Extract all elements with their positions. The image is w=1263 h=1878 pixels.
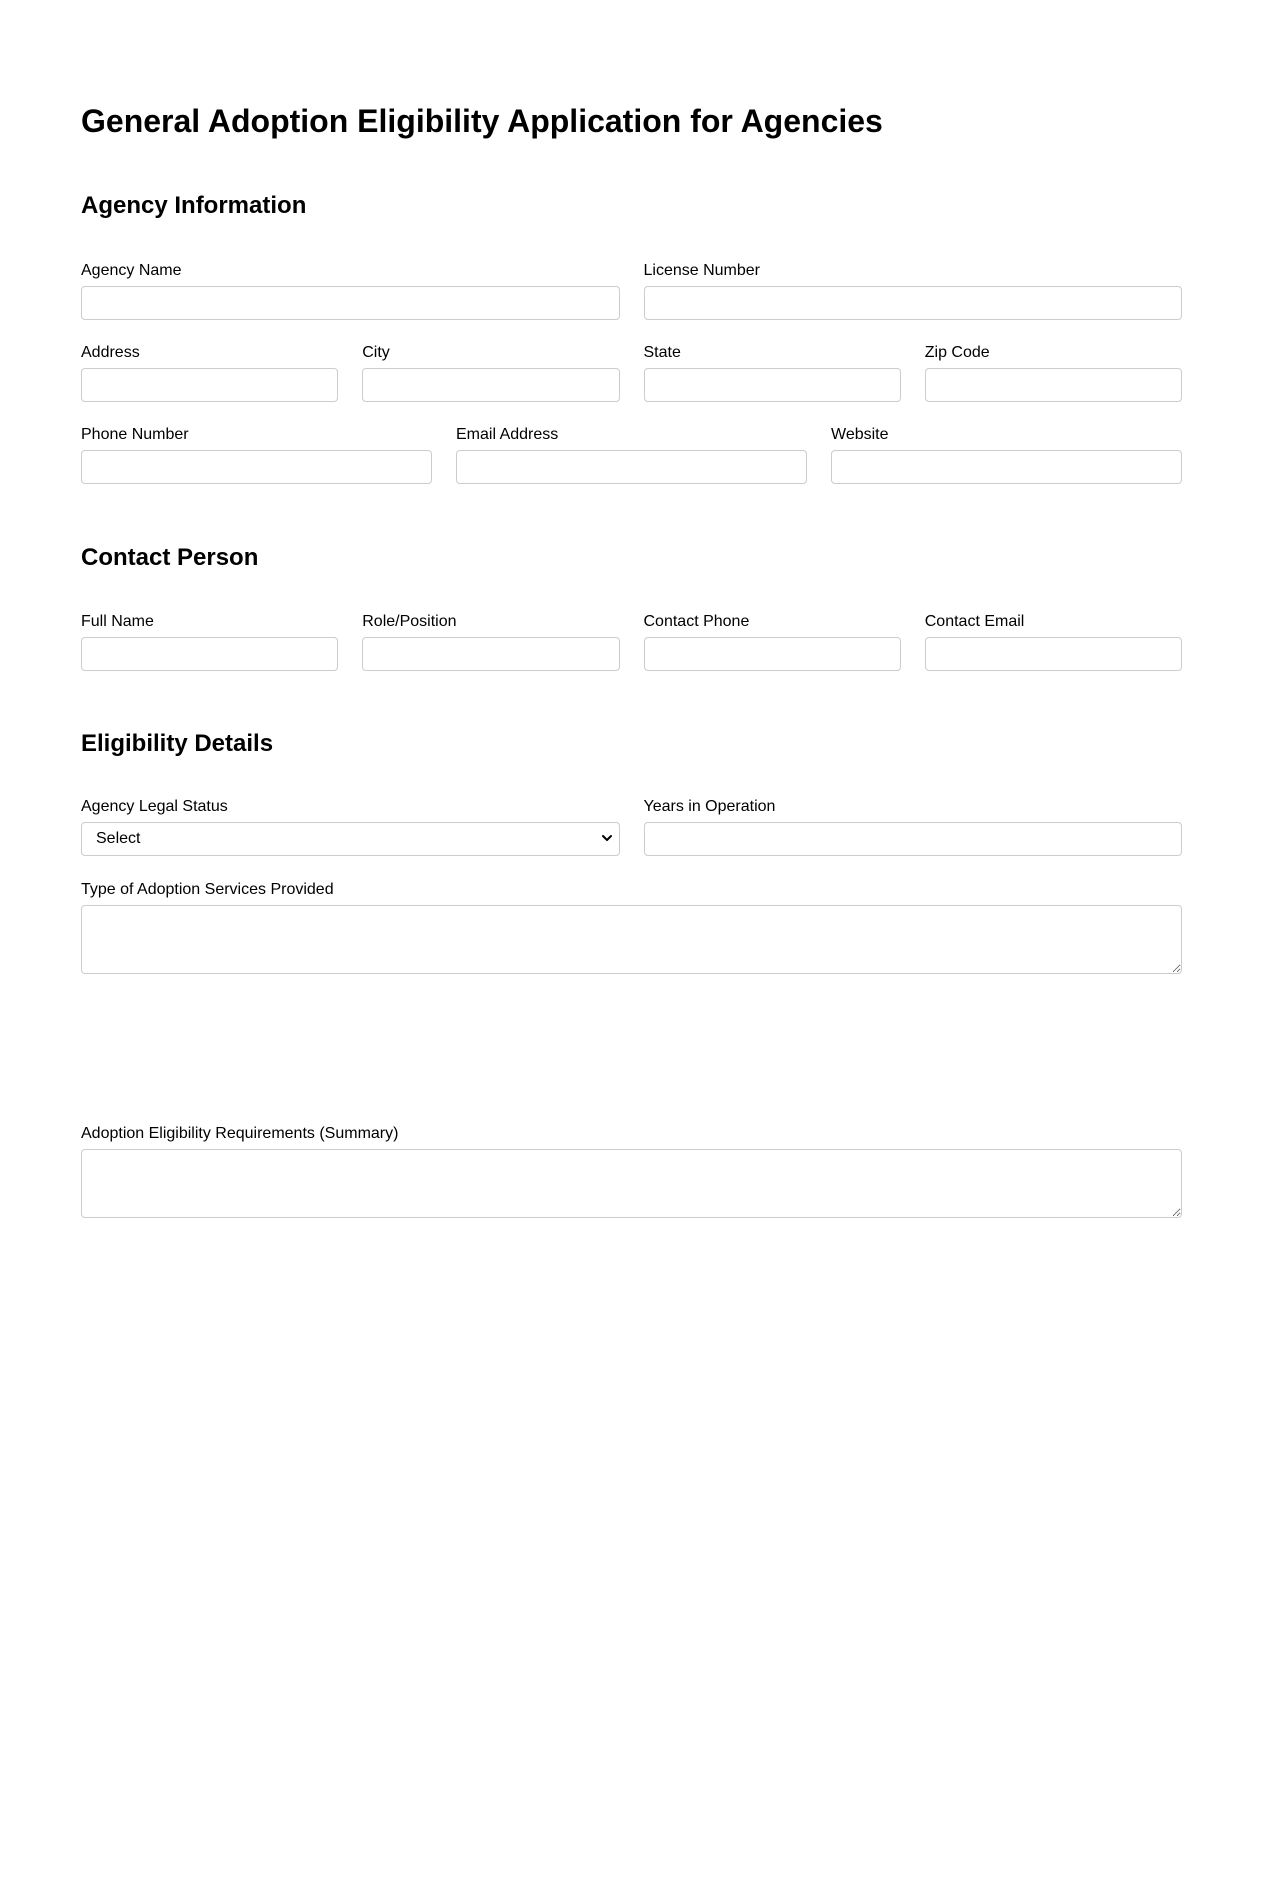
field-phone-number <box>81 426 432 484</box>
license-number-label: License Number <box>643 262 760 279</box>
website-label: Website <box>831 426 889 443</box>
eligibility-requirements-label: Adoption Eligibility Requirements (Summary) <box>81 1125 399 1142</box>
eligibility-row-1 <box>81 798 1182 856</box>
field-agency-legal-status <box>81 798 620 856</box>
full-name-label: Full Name <box>81 613 154 630</box>
contact-email-input[interactable] <box>925 637 1182 671</box>
section-title-agency-information: Agency Information <box>81 192 307 219</box>
agency-name-input[interactable] <box>81 286 620 320</box>
contact-phone-label: Contact Phone <box>643 613 750 630</box>
eligibility-row-3 <box>81 1125 1182 1218</box>
eligibility-row-2 <box>81 881 1182 974</box>
state-input[interactable] <box>644 368 901 402</box>
phone-number-label: Phone Number <box>81 426 189 443</box>
field-contact-phone <box>644 613 901 671</box>
field-years-in-operation <box>644 798 1183 856</box>
agency-name-label: Agency Name <box>81 262 182 279</box>
chevron-down-icon <box>601 832 613 844</box>
contact-phone-input[interactable] <box>644 637 901 671</box>
address-input[interactable] <box>81 368 338 402</box>
section-title-contact-person: Contact Person <box>81 544 259 571</box>
eligibility-requirements-textarea[interactable] <box>81 1149 1182 1218</box>
field-contact-email <box>925 613 1182 671</box>
role-position-input[interactable] <box>362 637 619 671</box>
years-in-operation-label: Years in Operation <box>643 798 776 815</box>
field-adoption-services <box>81 881 1182 974</box>
address-label: Address <box>81 344 140 361</box>
email-address-input[interactable] <box>456 450 807 484</box>
email-address-label: Email Address <box>456 426 559 443</box>
page-title: General Adoption Eligibility Application for Agencies <box>81 103 883 139</box>
license-number-input[interactable] <box>644 286 1183 320</box>
field-email-address <box>456 426 807 484</box>
agency-row-2 <box>81 344 1182 402</box>
contact-row-1 <box>81 613 1182 671</box>
agency-row-1 <box>81 262 1182 320</box>
field-agency-name <box>81 262 620 320</box>
years-in-operation-input[interactable] <box>644 822 1183 856</box>
field-zip-code <box>925 344 1182 402</box>
field-website <box>831 426 1182 484</box>
agency-row-3 <box>81 426 1182 484</box>
select-value: Select <box>96 830 141 847</box>
field-address <box>81 344 338 402</box>
full-name-input[interactable] <box>81 637 338 671</box>
field-eligibility-requirements <box>81 1125 1182 1218</box>
role-position-label: Role/Position <box>362 613 457 630</box>
field-license-number <box>644 262 1183 320</box>
adoption-services-label: Type of Adoption Services Provided <box>81 881 334 898</box>
field-full-name <box>81 613 338 671</box>
adoption-services-textarea[interactable] <box>81 905 1182 974</box>
agency-legal-status-select[interactable] <box>81 822 620 856</box>
field-city <box>362 344 619 402</box>
city-input[interactable] <box>362 368 619 402</box>
website-input[interactable] <box>831 450 1182 484</box>
section-title-eligibility-details: Eligibility Details <box>81 730 274 757</box>
zip-code-label: Zip Code <box>924 344 990 361</box>
agency-legal-status-label: Agency Legal Status <box>81 798 228 815</box>
zip-code-input[interactable] <box>925 368 1182 402</box>
state-label: State <box>643 344 681 361</box>
field-role-position <box>362 613 619 671</box>
contact-email-label: Contact Email <box>924 613 1025 630</box>
phone-number-input[interactable] <box>81 450 432 484</box>
city-label: City <box>362 344 390 361</box>
field-state <box>644 344 901 402</box>
